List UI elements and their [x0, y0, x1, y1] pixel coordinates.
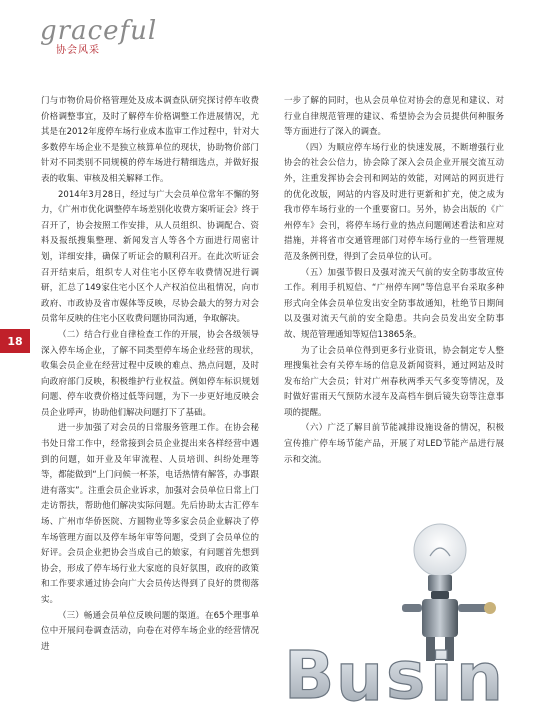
svg-text:u: u [336, 639, 383, 706]
paragraph: 为了让会员单位得到更多行业资讯，协会制定专人整理搜集社会有关停车场的信息及新闻资料，通过网站及时发布给广大会员；针对广州春秋两季天气多变等情况，及时做好雷雨天气预防水浸车及高档车倒后镜失窃等注意事项的提醒。 [284, 345, 504, 418]
paragraph: 进一步加强了对会员的日常服务管理工作。在协会秘书处日常工作中，经常接到会员企业提出来各样经营中遇到的问题，如开业及年审流程、人员培训、纠纷处理等等，都能做到“上门问候一杯茶，电话热情有解答，办事跟进有落实”。注重会员企业诉求，加强对会员单位日常上门走访帮扶，帮助他们解决实际问题。先后协助太古汇停车场、广州市华侨医院、方圆物业等多家会员企业解决了停车场管理方面以及停车场年审等问题，受到了会员单位的好评。会员企业把协会当成自己的娘家，有问题首先想到协会，形成了停车场行业大家庭的良好氛围，政府的政策和工作要求通过协会向广大会员传达得到了良好的贯彻落实。 [41, 423, 259, 605]
paragraph: （四）为顺应停车场行业的快速发展，不断增强行业协会的社会公信力，协会除了深入会员企业开展交流互动外，注重发挥协会会刊和网站的效能，对网站的网页进行的优化改版，网站的内容及时进行更新和扩充，使之成为我市停车场行业的一个重要窗口。另外，协会出版的《广州停车》会刊，将停车场行业的热点问题阐述看法和应对措施，并将省市交通管理部门对停车场行业的一些管理规范及条例刊登，得到了会员单位的认可。 [284, 142, 504, 262]
paragraph: （二）结合行业自律检查工作的开展，协会各级领导深入停车场企业，了解不同类型停车场企业经营的现状，收集会员企业在经营过程中反映的难点、热点问题，及时向政府部门反映，积极维护行业权益。例如停车标识规划问题、停车收费价格过低等问题，为下一步更好地反映会员企业呼声，协助他们解决问题打下了基础。 [41, 329, 259, 418]
business-illustration [284, 520, 550, 706]
lightbulb-figure-icon [284, 520, 550, 706]
svg-text:i: i [430, 639, 453, 706]
brand-subtitle: 协会风采 [56, 45, 100, 56]
magazine-brand [40, 18, 157, 56]
page-number: 18 [7, 334, 23, 348]
paragraph: 2014年3月28日，经过与广大会员单位常年不懈的努力，《广州市优化调整停车场差别化收费方案听证会》终于召开了，协会按照工作安排，从人员组织、协调配合、资料及报纸搜集整理、新闻发言人等各个方面进行周密计划，详细安排，确保了听证会的顺利召开。在此次听证会召开结束后，组织专人对住宅小区停车收费情况进行调研，汇总了149家住宅小区个人产权泊位出租情况，向市政府、市政协及省市媒体等反映，尽协会最大的努力对会员常年反映的住宅小区收费问题协同沟通，争取解决。 [41, 189, 259, 325]
paragraph: （三）畅通会员单位反映问题的渠道。在65个理事单位中开展问卷调查活动，向卷在对停车场企业的经营情况进 [41, 610, 259, 652]
page-number-tab [0, 329, 30, 353]
svg-text:s: s [386, 637, 426, 706]
svg-text:B: B [284, 637, 335, 706]
brand-wordmark: graceful [40, 16, 158, 46]
paragraph: （五）加强节假日及强对流天气前的安全防事故宣传工作。利用手机短信、“广州停车网”等信息平台采取多种形式向全体会员单位发出安全防事故通知，杜绝节日期间以及强对流天气前的安全隐患。共向会员发出安全防事故、规范管理通知等短信13865条。 [284, 267, 504, 340]
svg-text:n: n [456, 639, 503, 706]
article-right-column [284, 94, 504, 468]
paragraph: （六）广泛了解目前节能减排设施设备的情况，积极宣传推广停车场节能产品，开展了对LED节能产品进行展示和交流。 [284, 423, 504, 465]
article-left-column [41, 94, 259, 655]
paragraph: 一步了解的同时，也从会员单位对协会的意见和建议、对行业自律规范管理的建议、希望协会为会员提供何种服务等方面进行了深入的调查。 [284, 96, 504, 138]
paragraph: 门与市物价局价格管理处及成本调查队研究探讨停车收费价格调整事宜，及时了解停车价格调整工作进展情况，尤其是在2012年度停车场行业成本监审工作过程中，针对大多数停车场企业不是独立核算单位的现状，协助物价部门针对不同类别不同规模的停车场进行精细选点，并做好报表的收集、审核及相关解释工作。 [41, 96, 259, 184]
